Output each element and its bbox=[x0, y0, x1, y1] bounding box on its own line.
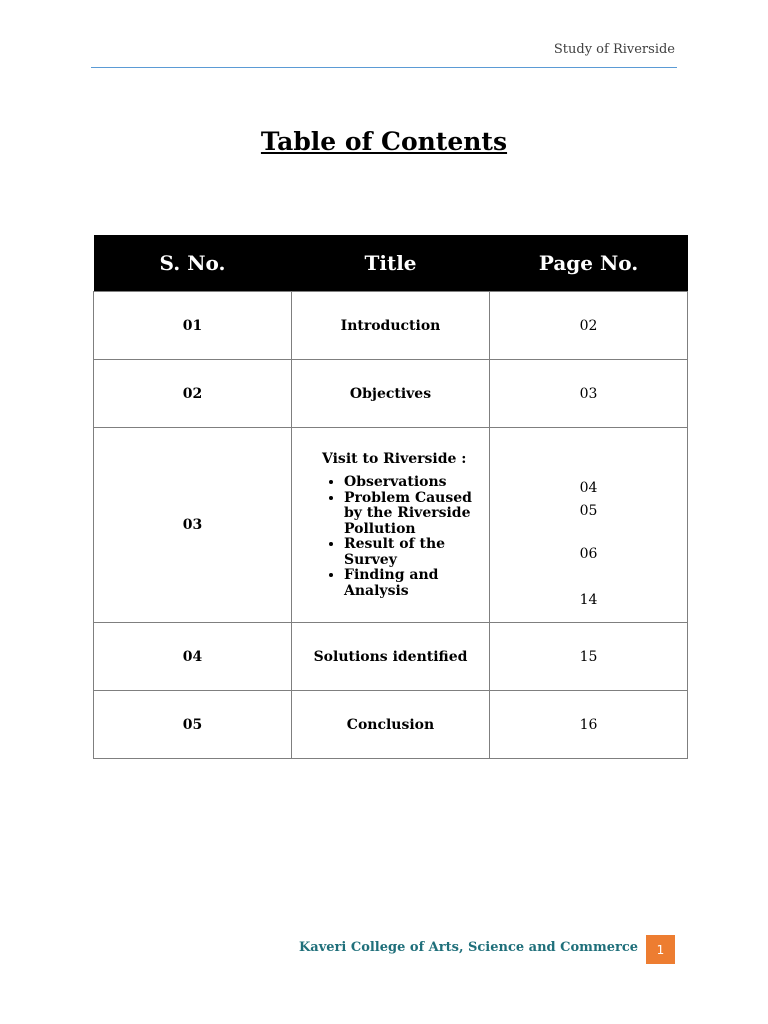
row-sno: 04 bbox=[94, 623, 292, 691]
row-page: 04 bbox=[579, 480, 598, 496]
table-row bbox=[94, 691, 688, 759]
table-row bbox=[94, 428, 688, 623]
toc-table bbox=[93, 235, 688, 759]
row-page: 14 bbox=[579, 592, 598, 608]
row-page: 03 bbox=[490, 360, 688, 428]
row-pages-group bbox=[490, 428, 688, 623]
table-row bbox=[94, 623, 688, 691]
list-item: • Problem Caused by the Riverside Pollution bbox=[344, 491, 489, 538]
row-sno: 02 bbox=[94, 360, 292, 428]
row-page: 15 bbox=[490, 623, 688, 691]
subsection-list bbox=[322, 475, 489, 599]
column-header-sno: S. No. bbox=[94, 235, 292, 292]
row-page: 05 bbox=[579, 503, 598, 519]
row-title: Solutions identified bbox=[292, 623, 490, 691]
row-sno: 05 bbox=[94, 691, 292, 759]
page-title: Table of Contents bbox=[260, 127, 508, 156]
list-item: • Finding and Analysis bbox=[344, 568, 489, 599]
table-row bbox=[94, 292, 688, 360]
row-page: 06 bbox=[579, 546, 598, 562]
table-header-row bbox=[94, 235, 688, 292]
row-title: Introduction bbox=[292, 292, 490, 360]
table-row bbox=[94, 360, 688, 428]
row-sno: 03 bbox=[94, 428, 292, 623]
header-divider bbox=[91, 67, 677, 68]
list-item: • Result of the Survey bbox=[344, 537, 489, 568]
header-text: Study of Riverside bbox=[553, 42, 675, 57]
row-title: Conclusion bbox=[292, 691, 490, 759]
row-title: Objectives bbox=[292, 360, 490, 428]
subsection-heading: Visit to Riverside : bbox=[322, 451, 467, 467]
footer-college-name: Kaveri College of Arts, Science and Commerce bbox=[298, 940, 638, 955]
row-page: 02 bbox=[490, 292, 688, 360]
page-number-badge: 1 bbox=[646, 935, 675, 964]
column-header-title: Title bbox=[292, 235, 490, 292]
row-sno: 01 bbox=[94, 292, 292, 360]
list-item: • Observations bbox=[344, 475, 489, 491]
row-title-group bbox=[292, 428, 490, 623]
row-page: 16 bbox=[490, 691, 688, 759]
column-header-page: Page No. bbox=[490, 235, 688, 292]
